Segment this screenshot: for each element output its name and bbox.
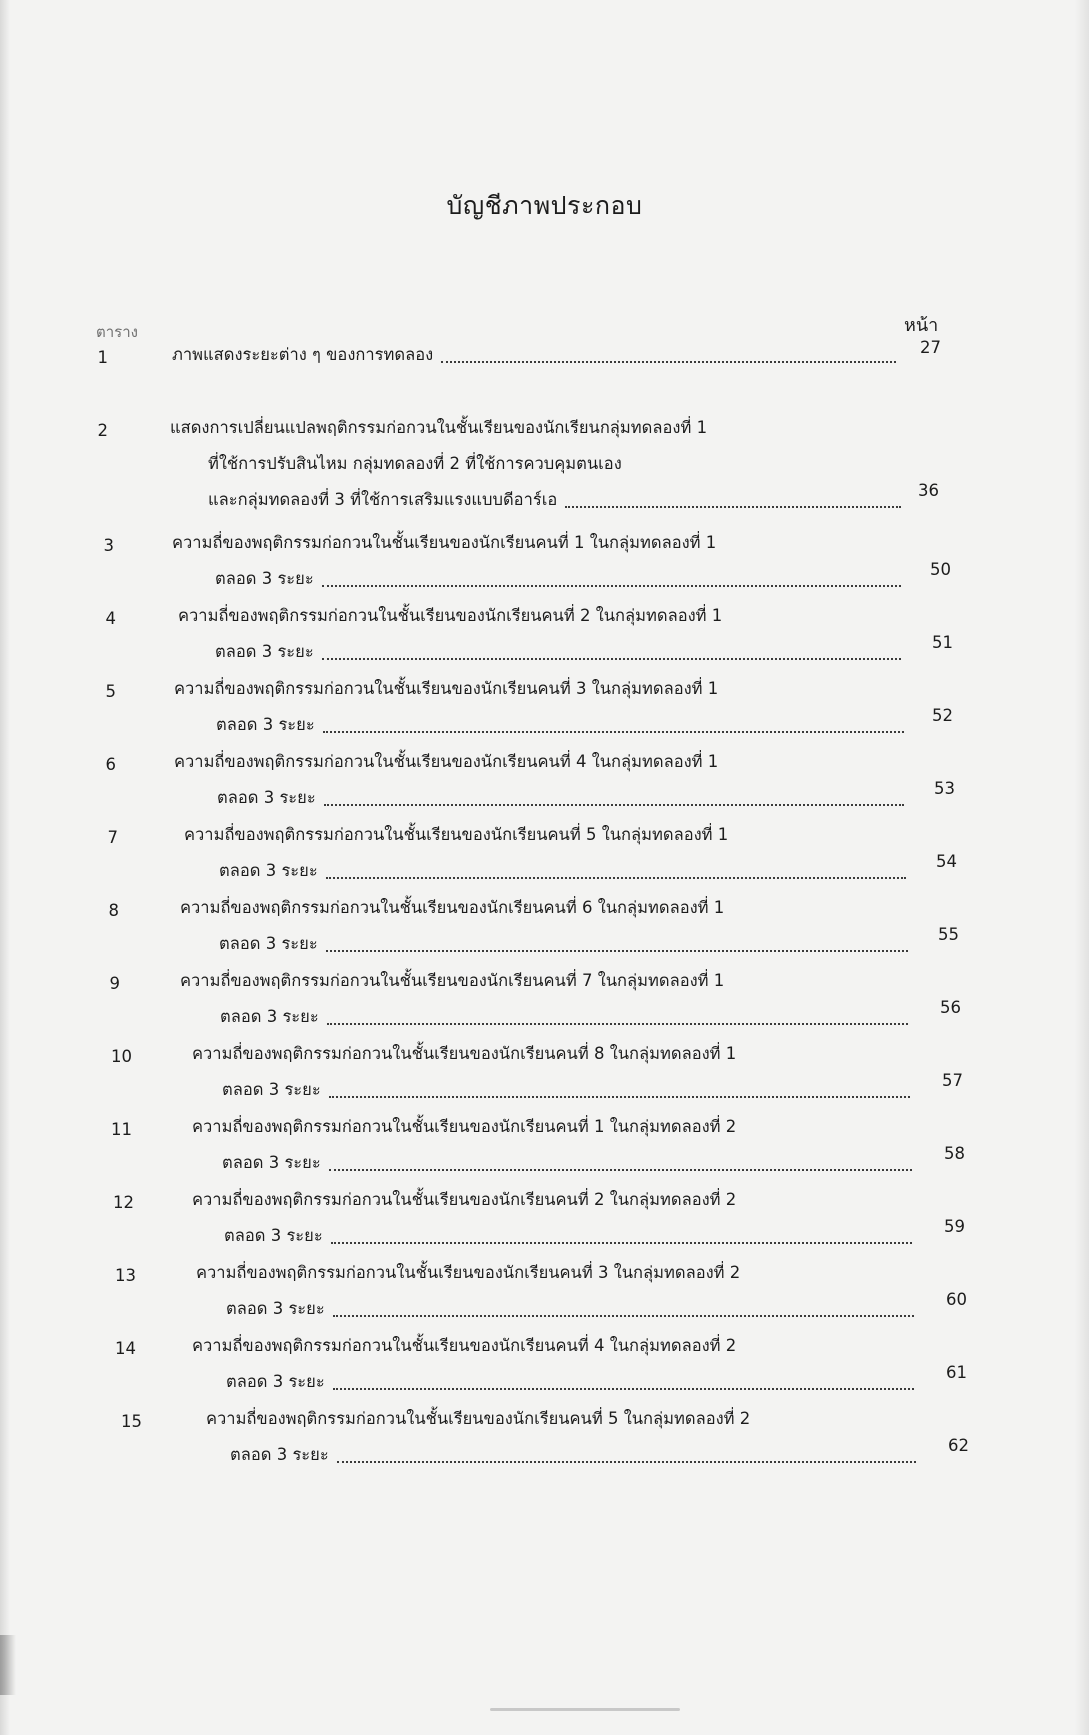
item-text: ตลอด 3 ระยะ (222, 1153, 321, 1172)
dot-leader (322, 657, 901, 660)
item-number: 12 (113, 1193, 134, 1212)
page-number: 61 (946, 1363, 967, 1382)
scan-corner-mark (0, 1635, 16, 1695)
scan-smudge (490, 1708, 680, 1711)
dot-leader (327, 1022, 908, 1025)
column-label-table: ตาราง (96, 323, 138, 341)
page-title: บัญชีภาพประกอบ (446, 191, 643, 220)
item-text: ตลอด 3 ระยะ (215, 642, 314, 661)
item-number: 9 (109, 974, 120, 993)
page-number: 36 (918, 481, 939, 500)
dot-leader (337, 1460, 916, 1463)
item-text: ความถี่ของพฤติกรรมก่อกวนในชั้นเรียนของนักเรียนคนที่ 7 ในกลุ่มทดลองที่ 1 (180, 971, 725, 990)
item-number: 4 (105, 609, 116, 628)
item-text: ตลอด 3 ระยะ (226, 1372, 325, 1391)
dot-leader (329, 1168, 912, 1171)
dot-leader (331, 1241, 912, 1244)
dot-leader (565, 505, 901, 508)
item-number: 5 (105, 682, 116, 701)
item-text: แสดงการเปลี่ยนแปลพฤติกรรมก่อกวนในชั้นเรียนของนักเรียนกลุ่มทดลองที่ 1 (170, 418, 708, 437)
page-number: 58 (944, 1144, 965, 1163)
item-text: ตลอด 3 ระยะ (215, 569, 314, 588)
item-text: และกลุ่มทดลองที่ 3 ที่ใช้การเสริมแรงแบบดีอาร์เอ (208, 490, 558, 509)
item-line-with-leader (215, 566, 905, 592)
item-text: ตลอด 3 ระยะ (220, 1007, 319, 1026)
item-line-with-leader (220, 1004, 912, 1030)
item-text: ความถี่ของพฤติกรรมก่อกวนในชั้นเรียนของนักเรียนคนที่ 3 ในกลุ่มทดลองที่ 2 (196, 1263, 741, 1282)
page-number: 51 (932, 633, 953, 652)
item-line-with-leader (172, 342, 900, 368)
page-number: 53 (934, 779, 955, 798)
item-text: ความถี่ของพฤติกรรมก่อกวนในชั้นเรียนของนักเรียนคนที่ 6 ในกลุ่มทดลองที่ 1 (180, 898, 725, 917)
item-text: ความถี่ของพฤติกรรมก่อกวนในชั้นเรียนของนักเรียนคนที่ 4 ในกลุ่มทดลองที่ 2 (192, 1336, 737, 1355)
item-text: ภาพแสดงระยะต่าง ๆ ของการทดลอง (172, 345, 434, 364)
item-line-with-leader (215, 639, 905, 665)
item-text: ตลอด 3 ระยะ (219, 861, 318, 880)
item-text: ความถี่ของพฤติกรรมก่อกวนในชั้นเรียนของนักเรียนคนที่ 2 ในกลุ่มทดลองที่ 2 (192, 1190, 737, 1209)
page-number: 62 (948, 1436, 969, 1455)
item-number: 7 (107, 828, 118, 847)
page-number: 60 (946, 1290, 967, 1309)
item-number: 15 (121, 1412, 142, 1431)
dot-leader (326, 876, 906, 879)
item-line-with-leader (224, 1223, 916, 1249)
dot-leader (323, 730, 904, 733)
item-number: 11 (111, 1120, 132, 1139)
page-number: 57 (942, 1071, 963, 1090)
item-text: ตลอด 3 ระยะ (226, 1299, 325, 1318)
item-number: 14 (115, 1339, 136, 1358)
item-text: ตลอด 3 ระยะ (230, 1445, 329, 1464)
item-text: ความถี่ของพฤติกรรมก่อกวนในชั้นเรียนของนักเรียนคนที่ 3 ในกลุ่มทดลองที่ 1 (174, 679, 719, 698)
page-number: 50 (930, 560, 951, 579)
item-text: ความถี่ของพฤติกรรมก่อกวนในชั้นเรียนของนักเรียนคนที่ 2 ในกลุ่มทดลองที่ 1 (178, 606, 723, 625)
item-text: ความถี่ของพฤติกรรมก่อกวนในชั้นเรียนของนักเรียนคนที่ 5 ในกลุ่มทดลองที่ 2 (206, 1409, 751, 1428)
item-number: 3 (103, 536, 114, 555)
scan-edge-left (0, 0, 10, 1735)
item-number: 8 (108, 901, 119, 920)
dot-leader (329, 1095, 910, 1098)
item-text: ความถี่ของพฤติกรรมก่อกวนในชั้นเรียนของนักเรียนคนที่ 4 ในกลุ่มทดลองที่ 1 (174, 752, 719, 771)
item-number: 2 (97, 421, 108, 440)
item-text: ตลอด 3 ระยะ (222, 1080, 321, 1099)
item-text: ที่ใช้การปรับสินไหม กลุ่มทดลองที่ 2 ที่ใช้การควบคุมตนเอง (208, 454, 622, 473)
item-number: 6 (105, 755, 116, 774)
page-number: 55 (938, 925, 959, 944)
item-line-with-leader (226, 1369, 918, 1395)
item-line-with-leader (208, 487, 905, 513)
item-text: ตลอด 3 ระยะ (217, 788, 316, 807)
item-line-with-leader (216, 712, 908, 738)
dot-leader (326, 949, 908, 952)
item-text: ตลอด 3 ระยะ (216, 715, 315, 734)
item-text: ความถี่ของพฤติกรรมก่อกวนในชั้นเรียนของนักเรียนคนที่ 1 ในกลุ่มทดลองที่ 1 (172, 533, 717, 552)
item-text: ตลอด 3 ระยะ (219, 934, 318, 953)
scan-edge-right (1075, 0, 1089, 1735)
page-number: 56 (940, 998, 961, 1017)
dot-leader (333, 1387, 914, 1390)
item-line-with-leader (222, 1077, 914, 1103)
item-number: 1 (97, 348, 108, 367)
item-line-with-leader (226, 1296, 918, 1322)
item-line-with-leader (222, 1150, 916, 1176)
item-text: ความถี่ของพฤติกรรมก่อกวนในชั้นเรียนของนักเรียนคนที่ 8 ในกลุ่มทดลองที่ 1 (192, 1044, 737, 1063)
page-number: 27 (920, 338, 941, 357)
page-number: 52 (932, 706, 953, 725)
dot-leader (441, 360, 896, 363)
item-number: 13 (115, 1266, 136, 1285)
item-text: ความถี่ของพฤติกรรมก่อกวนในชั้นเรียนของนักเรียนคนที่ 1 ในกลุ่มทดลองที่ 2 (192, 1117, 737, 1136)
column-label-page: หน้า (904, 315, 939, 336)
dot-leader (333, 1314, 914, 1317)
item-line-with-leader (219, 931, 912, 957)
dot-leader (324, 803, 904, 806)
item-line-with-leader (230, 1442, 920, 1468)
item-line-with-leader (219, 858, 910, 884)
dot-leader (322, 584, 901, 587)
item-number: 10 (111, 1047, 132, 1066)
item-text: ตลอด 3 ระยะ (224, 1226, 323, 1245)
page-number: 59 (944, 1217, 965, 1236)
page-number: 54 (936, 852, 957, 871)
item-line-with-leader (217, 785, 908, 811)
item-text: ความถี่ของพฤติกรรมก่อกวนในชั้นเรียนของนักเรียนคนที่ 5 ในกลุ่มทดลองที่ 1 (184, 825, 729, 844)
